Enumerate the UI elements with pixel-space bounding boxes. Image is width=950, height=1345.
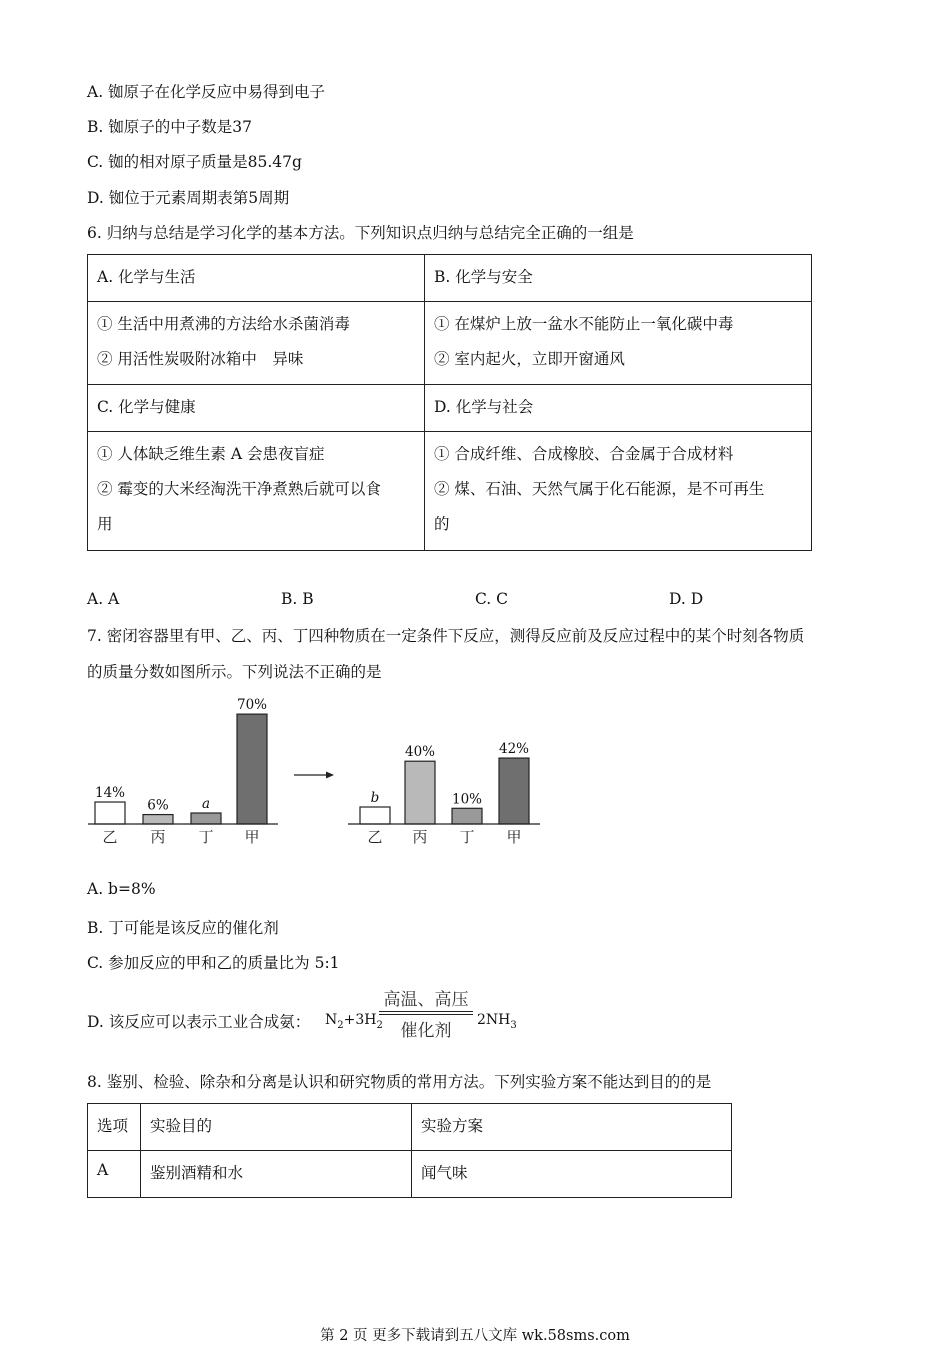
q6-b-item-2: ② 室内起火，立即开窗通风 bbox=[434, 350, 625, 368]
category-label: 乙 bbox=[367, 828, 383, 846]
data-label: 70% bbox=[236, 697, 268, 714]
category-label: 丙 bbox=[412, 828, 428, 846]
bar-before-1 bbox=[95, 802, 125, 824]
q5-option-a: A. 铷原子在化学反应中易得到电子 bbox=[87, 83, 326, 101]
q6-cell-b-items bbox=[425, 302, 812, 385]
q5-option-d: D. 铷位于元素周期表第5周期 bbox=[87, 189, 290, 207]
q8-header-plan: 实验方案 bbox=[412, 1104, 732, 1151]
q6-knowledge-table bbox=[87, 254, 812, 551]
q5-option-c: C. 铷的相对原子质量是85.47g bbox=[87, 153, 302, 171]
q8-stem: 8. 鉴别、检验、除杂和分离是认识和研究物质的常用方法。下列实验方案不能达到目的的是 bbox=[87, 1073, 712, 1091]
q6-c-item-1: ① 人体缺乏维生素 A 会患夜盲症 bbox=[97, 445, 325, 463]
n2-sub: 2 bbox=[337, 1019, 344, 1031]
nh3-sub: 3 bbox=[510, 1019, 517, 1031]
q6-c-item-2: ② 霉变的大米经淘洗干净煮熟后就可以食 bbox=[97, 480, 381, 498]
q8-header-purpose: 实验目的 bbox=[141, 1104, 412, 1151]
q6-d-item-1: ① 合成纤维、合成橡胶、合金属于合成材料 bbox=[434, 445, 734, 463]
h2: +3H bbox=[343, 1012, 377, 1028]
table-row bbox=[88, 1151, 732, 1198]
reaction-arrow bbox=[294, 772, 334, 779]
q6-choice-b: B. B bbox=[281, 590, 314, 608]
category-label: 乙 bbox=[102, 828, 118, 846]
q7-option-b: B. 丁可能是该反应的催化剂 bbox=[87, 919, 279, 937]
q6-choice-d: D. D bbox=[669, 590, 704, 608]
equal-line-top bbox=[379, 1011, 473, 1012]
q8-header-option: 选项 bbox=[88, 1104, 141, 1151]
q6-choice-a: A. A bbox=[87, 590, 120, 608]
q6-cell-c-items bbox=[88, 432, 425, 551]
q6-a-item-1: ① 生活中用煮沸的方法给水杀菌消毒 bbox=[97, 315, 350, 333]
category-label: 丁 bbox=[198, 828, 214, 846]
q6-cell-d-items bbox=[425, 432, 812, 551]
product bbox=[477, 1012, 517, 1031]
data-label: 10% bbox=[451, 791, 483, 808]
data-label: 6% bbox=[147, 797, 169, 814]
data-label: b bbox=[370, 790, 380, 806]
data-label: a bbox=[201, 796, 211, 812]
category-label: 丁 bbox=[459, 828, 475, 846]
q6-choice-c: C. C bbox=[475, 590, 509, 608]
category-label: 甲 bbox=[506, 828, 522, 846]
q7-option-c: C. 参加反应的甲和乙的质量比为 5:1 bbox=[87, 954, 340, 972]
bar-after-4 bbox=[499, 758, 529, 824]
q6-d-item-3: 的 bbox=[434, 515, 450, 533]
q6-cell-b-title: B. 化学与安全 bbox=[425, 255, 812, 302]
equal-line-bottom bbox=[379, 1014, 473, 1015]
nh3: 2NH bbox=[477, 1012, 511, 1028]
q7-option-a: A. b=8% bbox=[87, 880, 156, 898]
q8-row-a-plan: 闻气味 bbox=[412, 1151, 732, 1198]
bar-after-1 bbox=[360, 807, 390, 824]
bar-before-4 bbox=[237, 714, 267, 824]
bar-before-3 bbox=[191, 813, 221, 824]
q8-row-a-option: A bbox=[88, 1151, 141, 1198]
bar-before-2 bbox=[143, 815, 173, 824]
condition-below: 催化剂 bbox=[400, 1021, 452, 1041]
q7-option-d-prefix: D. 该反应可以表示工业合成氨： bbox=[87, 1013, 311, 1031]
reactants bbox=[325, 1012, 383, 1031]
q6-c-item-3: 用 bbox=[97, 515, 113, 533]
data-label: 42% bbox=[498, 741, 530, 758]
bar-after-3 bbox=[452, 808, 482, 824]
q5-option-b: B. 铷原子的中子数是37 bbox=[87, 118, 252, 136]
q8-table bbox=[87, 1103, 732, 1198]
q7-stem-line2: 的质量分数如图所示。下列说法不正确的是 bbox=[87, 663, 382, 681]
data-label: 14% bbox=[94, 785, 126, 802]
chart-before bbox=[88, 697, 278, 846]
q7-bar-charts bbox=[80, 685, 560, 850]
q6-cell-a-items bbox=[88, 302, 425, 385]
q6-stem: 6. 归纳与总结是学习化学的基本方法。下列知识点归纳与总结完全正确的一组是 bbox=[87, 224, 634, 242]
q8-row-a-purpose: 鉴别酒精和水 bbox=[141, 1151, 412, 1198]
q7-stem-line1: 7. 密闭容器里有甲、乙、丙、丁四种物质在一定条件下反应，测得反应前及反应过程中的某个时刻各物质 bbox=[87, 627, 805, 645]
q6-b-item-1: ① 在煤炉上放一盆水不能防止一氧化碳中毒 bbox=[434, 315, 734, 333]
data-label: 40% bbox=[404, 744, 436, 761]
h2-sub: 2 bbox=[376, 1019, 383, 1031]
q6-cell-c-title: C. 化学与健康 bbox=[88, 385, 425, 432]
category-label: 甲 bbox=[244, 828, 260, 846]
category-label: 丙 bbox=[150, 828, 166, 846]
bar-after-2 bbox=[405, 761, 435, 824]
n2: N bbox=[325, 1012, 338, 1028]
q6-a-item-2: ② 用活性炭吸附冰箱中 异味 bbox=[97, 350, 304, 368]
q6-cell-d-title: D. 化学与社会 bbox=[425, 385, 812, 432]
q6-d-item-2: ② 煤、石油、天然气属于化石能源，是不可再生 bbox=[434, 480, 765, 498]
chart-after bbox=[348, 741, 540, 846]
q6-cell-a-title: A. 化学与生活 bbox=[88, 255, 425, 302]
condition-above: 高温、高压 bbox=[383, 990, 469, 1010]
page-footer: 第 2 页 更多下载请到五八文库 wk.58sms.com bbox=[320, 1328, 630, 1344]
